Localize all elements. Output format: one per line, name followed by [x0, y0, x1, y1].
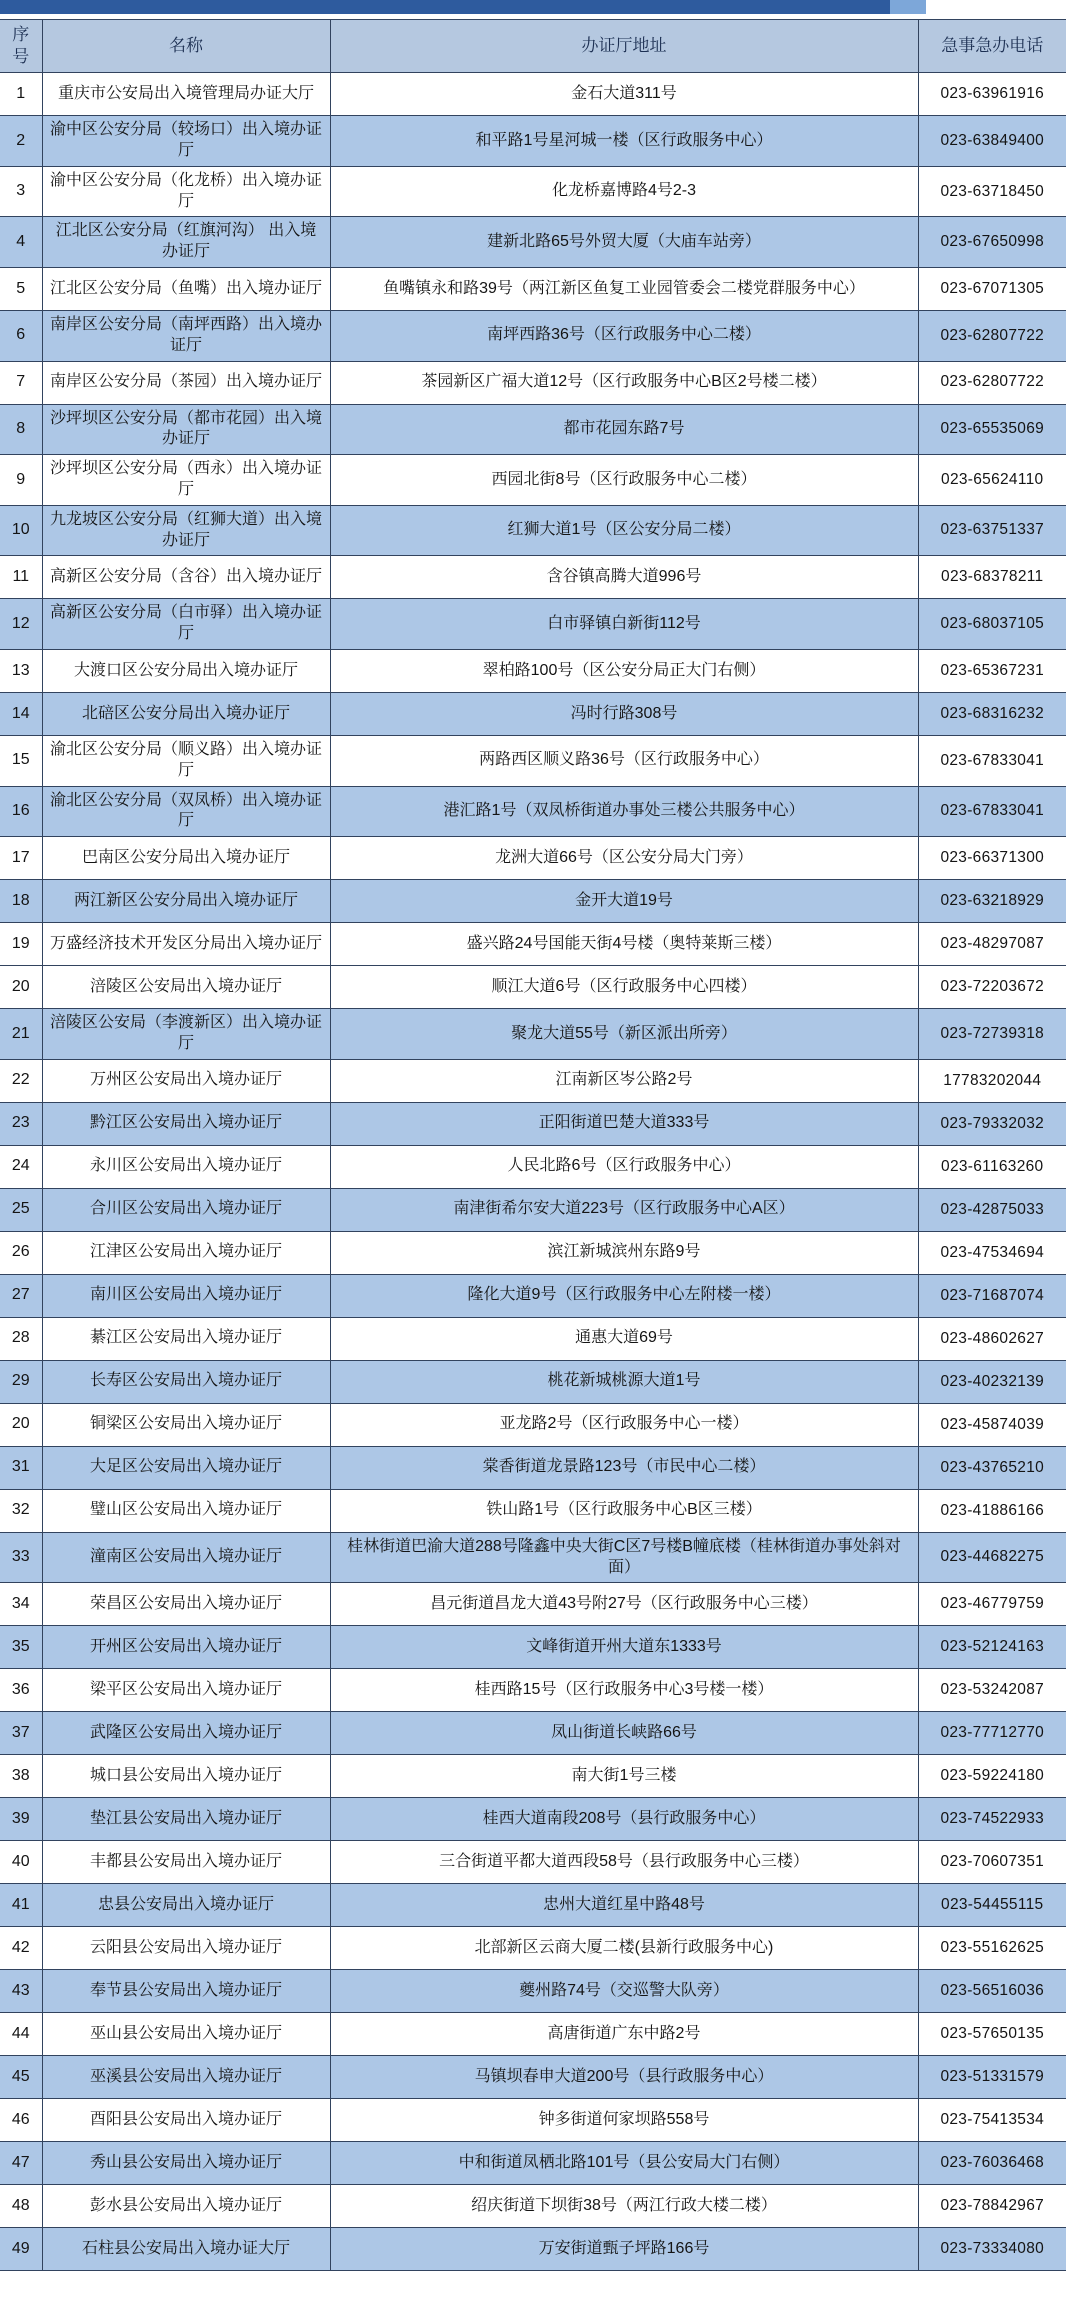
bottom-whitespace	[0, 2271, 1066, 2297]
cell-row-number: 1	[0, 73, 42, 116]
cell-office-address: 红狮大道1号（区公安分局二楼）	[330, 505, 918, 556]
cell-office-name: 长寿区公安局出入境办证厅	[42, 1360, 330, 1403]
cell-office-address: 文峰街道开州大道东1333号	[330, 1626, 918, 1669]
cell-row-number: 43	[0, 1970, 42, 2013]
cell-office-name: 云阳县公安局出入境办证厅	[42, 1927, 330, 1970]
cell-row-number: 9	[0, 455, 42, 506]
table-row	[0, 2142, 1066, 2185]
table-row	[0, 1755, 1066, 1798]
cell-row-number: 48	[0, 2185, 42, 2228]
cell-phone-number: 023-67833041	[918, 735, 1066, 786]
table-row	[0, 1532, 1066, 1583]
cell-row-number: 12	[0, 599, 42, 650]
cell-phone-number: 023-62807722	[918, 361, 1066, 404]
cell-phone-number: 023-57650135	[918, 2013, 1066, 2056]
cell-row-number: 38	[0, 1755, 42, 1798]
cell-phone-number: 023-66371300	[918, 837, 1066, 880]
cell-office-address: 忠州大道红星中路48号	[330, 1884, 918, 1927]
table-row	[0, 786, 1066, 837]
table-row	[0, 116, 1066, 167]
cell-office-name: 潼南区公安局出入境办证厅	[42, 1532, 330, 1583]
table-row	[0, 1884, 1066, 1927]
banner-light-segment	[890, 0, 926, 14]
cell-office-name: 北碚区公安分局出入境办证厅	[42, 692, 330, 735]
cell-phone-number: 023-67833041	[918, 786, 1066, 837]
cell-office-address: 南坪西路36号（区行政服务中心二楼）	[330, 310, 918, 361]
cell-phone-number: 023-72739318	[918, 1009, 1066, 1060]
table-row	[0, 966, 1066, 1009]
table-row	[0, 2056, 1066, 2099]
table-row	[0, 267, 1066, 310]
cell-row-number: 28	[0, 1317, 42, 1360]
cell-phone-number: 023-45874039	[918, 1403, 1066, 1446]
cell-office-address: 马镇坝春申大道200号（县行政服务中心）	[330, 2056, 918, 2099]
cell-office-name: 梁平区公安局出入境办证厅	[42, 1669, 330, 1712]
table-row	[0, 1188, 1066, 1231]
cell-row-number: 23	[0, 1102, 42, 1145]
cell-office-name: 江津区公安局出入境办证厅	[42, 1231, 330, 1274]
cell-office-name: 涪陵区公安局（李渡新区）出入境办证厅	[42, 1009, 330, 1060]
cell-office-address: 北部新区云商大厦二楼(县新行政服务中心)	[330, 1927, 918, 1970]
cell-phone-number: 023-63849400	[918, 116, 1066, 167]
cell-row-number: 15	[0, 735, 42, 786]
cell-office-name: 巫山县公安局出入境办证厅	[42, 2013, 330, 2056]
cell-office-address: 冯时行路308号	[330, 692, 918, 735]
cell-office-name: 大足区公安局出入境办证厅	[42, 1446, 330, 1489]
cell-phone-number: 023-68378211	[918, 556, 1066, 599]
table-row	[0, 1102, 1066, 1145]
cell-office-name: 垫江县公安局出入境办证厅	[42, 1798, 330, 1841]
cell-office-address: 建新北路65号外贸大厦（大庙车站旁）	[330, 217, 918, 268]
cell-phone-number: 023-63751337	[918, 505, 1066, 556]
cell-office-name: 九龙坡区公安分局（红狮大道）出入境办证厅	[42, 505, 330, 556]
cell-phone-number: 023-65535069	[918, 404, 1066, 455]
table-row	[0, 837, 1066, 880]
cell-phone-number: 023-78842967	[918, 2185, 1066, 2228]
cell-office-name: 万州区公安局出入境办证厅	[42, 1059, 330, 1102]
cell-row-number: 42	[0, 1927, 42, 1970]
top-banner	[0, 0, 1066, 14]
cell-office-name: 江北区公安分局（鱼嘴）出入境办证厅	[42, 267, 330, 310]
cell-phone-number: 023-44682275	[918, 1532, 1066, 1583]
table-row	[0, 1274, 1066, 1317]
cell-row-number: 27	[0, 1274, 42, 1317]
table-row	[0, 599, 1066, 650]
cell-office-address: 盛兴路24号国能天街4号楼（奥特莱斯三楼）	[330, 923, 918, 966]
table-row	[0, 1626, 1066, 1669]
table-row	[0, 404, 1066, 455]
cell-office-address: 龙洲大道66号（区公安分局大门旁）	[330, 837, 918, 880]
cell-office-address: 翠柏路100号（区公安分局正大门右侧）	[330, 649, 918, 692]
table-row	[0, 1145, 1066, 1188]
cell-office-name: 奉节县公安局出入境办证厅	[42, 1970, 330, 2013]
banner-dark-segment	[0, 0, 890, 14]
cell-phone-number: 023-68316232	[918, 692, 1066, 735]
cell-phone-number: 17783202044	[918, 1059, 1066, 1102]
cell-office-name: 开州区公安局出入境办证厅	[42, 1626, 330, 1669]
cell-office-name: 酉阳县公安局出入境办证厅	[42, 2099, 330, 2142]
cell-office-address: 含谷镇高腾大道996号	[330, 556, 918, 599]
cell-office-name: 彭水县公安局出入境办证厅	[42, 2185, 330, 2228]
cell-office-address: 铁山路1号（区行政服务中心B区三楼）	[330, 1489, 918, 1532]
cell-office-name: 忠县公安局出入境办证厅	[42, 1884, 330, 1927]
table-row	[0, 505, 1066, 556]
cell-office-address: 南大街1号三楼	[330, 1755, 918, 1798]
cell-office-address: 都市花园东路7号	[330, 404, 918, 455]
table-row	[0, 1317, 1066, 1360]
cell-office-name: 石柱县公安局出入境办证大厅	[42, 2228, 330, 2271]
cell-office-address: 白市驿镇白新街112号	[330, 599, 918, 650]
cell-office-address: 化龙桥嘉博路4号2-3	[330, 166, 918, 217]
cell-office-address: 通惠大道69号	[330, 1317, 918, 1360]
cell-office-name: 渝中区公安分局（较场口）出入境办证厅	[42, 116, 330, 167]
cell-office-name: 沙坪坝区公安分局（西永）出入境办证厅	[42, 455, 330, 506]
cell-phone-number: 023-70607351	[918, 1841, 1066, 1884]
table-row	[0, 1009, 1066, 1060]
table-row	[0, 1669, 1066, 1712]
cell-row-number: 41	[0, 1884, 42, 1927]
cell-phone-number: 023-76036468	[918, 2142, 1066, 2185]
office-table	[0, 19, 1066, 2271]
table-row	[0, 1841, 1066, 1884]
cell-office-address: 桂林街道巴渝大道288号隆鑫中央大街C区7号楼B幢底楼（桂林街道办事处斜对面）	[330, 1532, 918, 1583]
cell-phone-number: 023-65624110	[918, 455, 1066, 506]
cell-office-name: 綦江区公安局出入境办证厅	[42, 1317, 330, 1360]
cell-office-address: 隆化大道9号（区行政服务中心左附楼一楼）	[330, 1274, 918, 1317]
cell-phone-number: 023-51331579	[918, 2056, 1066, 2099]
cell-phone-number: 023-65367231	[918, 649, 1066, 692]
cell-row-number: 31	[0, 1446, 42, 1489]
cell-phone-number: 023-61163260	[918, 1145, 1066, 1188]
cell-phone-number: 023-75413534	[918, 2099, 1066, 2142]
cell-phone-number: 023-42875033	[918, 1188, 1066, 1231]
cell-office-address: 昌元街道昌龙大道43号附27号（区行政服务中心三楼）	[330, 1583, 918, 1626]
table-row	[0, 1712, 1066, 1755]
cell-phone-number: 023-71687074	[918, 1274, 1066, 1317]
cell-phone-number: 023-62807722	[918, 310, 1066, 361]
cell-row-number: 7	[0, 361, 42, 404]
cell-office-address: 棠香街道龙景路123号（市民中心二楼）	[330, 1446, 918, 1489]
cell-office-name: 江北区公安分局（红旗河沟） 出入境办证厅	[42, 217, 330, 268]
table-row	[0, 455, 1066, 506]
cell-phone-number: 023-46779759	[918, 1583, 1066, 1626]
table-body	[0, 73, 1066, 2271]
cell-row-number: 46	[0, 2099, 42, 2142]
cell-row-number: 39	[0, 1798, 42, 1841]
cell-row-number: 24	[0, 1145, 42, 1188]
cell-office-name: 巫溪县公安局出入境办证厅	[42, 2056, 330, 2099]
cell-phone-number: 023-73334080	[918, 2228, 1066, 2271]
cell-phone-number: 023-63718450	[918, 166, 1066, 217]
table-row	[0, 310, 1066, 361]
cell-office-name: 合川区公安局出入境办证厅	[42, 1188, 330, 1231]
cell-phone-number: 023-48297087	[918, 923, 1066, 966]
cell-office-name: 铜梁区公安局出入境办证厅	[42, 1403, 330, 1446]
cell-office-address: 金石大道311号	[330, 73, 918, 116]
cell-phone-number: 023-68037105	[918, 599, 1066, 650]
cell-office-address: 三合街道平都大道西段58号（县行政服务中心三楼）	[330, 1841, 918, 1884]
cell-office-address: 万安街道甄子坪路166号	[330, 2228, 918, 2271]
cell-office-address: 滨江新城滨州东路9号	[330, 1231, 918, 1274]
cell-office-address: 绍庆街道下坝街38号（两江行政大楼二楼）	[330, 2185, 918, 2228]
cell-phone-number: 023-79332032	[918, 1102, 1066, 1145]
table-header-row	[0, 20, 1066, 73]
cell-office-address: 聚龙大道55号（新区派出所旁）	[330, 1009, 918, 1060]
cell-office-address: 西园北街8号（区行政服务中心二楼）	[330, 455, 918, 506]
cell-row-number: 19	[0, 923, 42, 966]
table-row	[0, 1798, 1066, 1841]
cell-office-address: 正阳街道巴楚大道333号	[330, 1102, 918, 1145]
cell-row-number: 37	[0, 1712, 42, 1755]
cell-office-address: 港汇路1号（双凤桥街道办事处三楼公共服务中心）	[330, 786, 918, 837]
cell-office-name: 高新区公安分局（含谷）出入境办证厅	[42, 556, 330, 599]
cell-office-address: 桂西路15号（区行政服务中心3号楼一楼）	[330, 1669, 918, 1712]
cell-office-address: 人民北路6号（区行政服务中心）	[330, 1145, 918, 1188]
cell-row-number: 25	[0, 1188, 42, 1231]
cell-office-name: 南川区公安局出入境办证厅	[42, 1274, 330, 1317]
cell-row-number: 35	[0, 1626, 42, 1669]
table-row	[0, 2099, 1066, 2142]
table-row	[0, 1489, 1066, 1532]
cell-row-number: 14	[0, 692, 42, 735]
table-row	[0, 2013, 1066, 2056]
cell-office-name: 荣昌区公安局出入境办证厅	[42, 1583, 330, 1626]
table-row	[0, 1059, 1066, 1102]
cell-office-address: 钟多街道何家坝路558号	[330, 2099, 918, 2142]
table-row	[0, 2185, 1066, 2228]
cell-phone-number: 023-74522933	[918, 1798, 1066, 1841]
cell-office-name: 璧山区公安局出入境办证厅	[42, 1489, 330, 1532]
cell-row-number: 22	[0, 1059, 42, 1102]
cell-office-address: 亚龙路2号（区行政服务中心一楼）	[330, 1403, 918, 1446]
cell-row-number: 6	[0, 310, 42, 361]
table-row	[0, 880, 1066, 923]
cell-row-number: 3	[0, 166, 42, 217]
table-row	[0, 166, 1066, 217]
cell-office-address: 和平路1号星河城一楼（区行政服务中心）	[330, 116, 918, 167]
cell-office-name: 永川区公安局出入境办证厅	[42, 1145, 330, 1188]
table-row	[0, 1583, 1066, 1626]
table-row	[0, 692, 1066, 735]
table-row	[0, 923, 1066, 966]
cell-row-number: 8	[0, 404, 42, 455]
table-row	[0, 649, 1066, 692]
table-row	[0, 217, 1066, 268]
cell-office-name: 黔江区公安局出入境办证厅	[42, 1102, 330, 1145]
cell-office-address: 桂西大道南段208号（县行政服务中心）	[330, 1798, 918, 1841]
cell-phone-number: 023-56516036	[918, 1970, 1066, 2013]
cell-office-address: 江南新区岑公路2号	[330, 1059, 918, 1102]
cell-office-address: 茶园新区广福大道12号（区行政服务中心B区2号楼二楼）	[330, 361, 918, 404]
cell-row-number: 20	[0, 1403, 42, 1446]
table-row	[0, 1446, 1066, 1489]
cell-phone-number: 023-67650998	[918, 217, 1066, 268]
table-row	[0, 361, 1066, 404]
cell-office-name: 高新区公安分局（白市驿）出入境办证厅	[42, 599, 330, 650]
cell-office-address: 金开大道19号	[330, 880, 918, 923]
table-row	[0, 1970, 1066, 2013]
cell-office-name: 万盛经济技术开发区分局出入境办证厅	[42, 923, 330, 966]
cell-phone-number: 023-40232139	[918, 1360, 1066, 1403]
column-header-name: 名称	[42, 20, 330, 73]
cell-office-address: 南津街希尔安大道223号（区行政服务中心A区）	[330, 1188, 918, 1231]
cell-office-name: 沙坪坝区公安分局（都市花园）出入境办证厅	[42, 404, 330, 455]
cell-office-name: 南岸区公安分局（南坪西路）出入境办证厅	[42, 310, 330, 361]
cell-phone-number: 023-55162625	[918, 1927, 1066, 1970]
cell-phone-number: 023-47534694	[918, 1231, 1066, 1274]
cell-row-number: 26	[0, 1231, 42, 1274]
cell-row-number: 4	[0, 217, 42, 268]
cell-row-number: 2	[0, 116, 42, 167]
cell-office-address: 顺江大道6号（区行政服务中心四楼）	[330, 966, 918, 1009]
cell-office-name: 巴南区公安分局出入境办证厅	[42, 837, 330, 880]
cell-row-number: 32	[0, 1489, 42, 1532]
cell-row-number: 36	[0, 1669, 42, 1712]
column-header-phone: 急事急办电话	[918, 20, 1066, 73]
table-row	[0, 1360, 1066, 1403]
table-row	[0, 1231, 1066, 1274]
cell-office-name: 渝中区公安分局（化龙桥）出入境办证厅	[42, 166, 330, 217]
cell-office-address: 凤山街道长峡路66号	[330, 1712, 918, 1755]
cell-phone-number: 023-59224180	[918, 1755, 1066, 1798]
cell-office-name: 武隆区公安局出入境办证厅	[42, 1712, 330, 1755]
cell-phone-number: 023-54455115	[918, 1884, 1066, 1927]
table-row	[0, 735, 1066, 786]
cell-phone-number: 023-67071305	[918, 267, 1066, 310]
cell-office-name: 大渡口区公安分局出入境办证厅	[42, 649, 330, 692]
cell-row-number: 18	[0, 880, 42, 923]
table-row	[0, 1927, 1066, 1970]
cell-phone-number: 023-48602627	[918, 1317, 1066, 1360]
cell-phone-number: 023-77712770	[918, 1712, 1066, 1755]
cell-phone-number: 023-72203672	[918, 966, 1066, 1009]
cell-office-address: 夔州路74号（交巡警大队旁）	[330, 1970, 918, 2013]
column-header-no: 序号	[0, 20, 42, 73]
cell-row-number: 47	[0, 2142, 42, 2185]
cell-row-number: 33	[0, 1532, 42, 1583]
cell-row-number: 10	[0, 505, 42, 556]
column-header-address: 办证厅地址	[330, 20, 918, 73]
cell-phone-number: 023-63961916	[918, 73, 1066, 116]
cell-row-number: 49	[0, 2228, 42, 2271]
cell-office-name: 南岸区公安分局（茶园）出入境办证厅	[42, 361, 330, 404]
cell-row-number: 34	[0, 1583, 42, 1626]
cell-row-number: 20	[0, 966, 42, 1009]
cell-office-name: 秀山县公安局出入境办证厅	[42, 2142, 330, 2185]
cell-phone-number: 023-63218929	[918, 880, 1066, 923]
cell-row-number: 13	[0, 649, 42, 692]
table-row	[0, 2228, 1066, 2271]
cell-row-number: 5	[0, 267, 42, 310]
cell-office-address: 两路西区顺义路36号（区行政服务中心）	[330, 735, 918, 786]
cell-office-address: 鱼嘴镇永和路39号（两江新区鱼复工业园管委会二楼党群服务中心）	[330, 267, 918, 310]
cell-office-address: 中和街道凤栖北路101号（县公安局大门右侧）	[330, 2142, 918, 2185]
cell-office-name: 丰都县公安局出入境办证厅	[42, 1841, 330, 1884]
cell-office-address: 高唐街道广东中路2号	[330, 2013, 918, 2056]
cell-row-number: 17	[0, 837, 42, 880]
cell-office-name: 涪陵区公安局出入境办证厅	[42, 966, 330, 1009]
cell-office-name: 两江新区公安分局出入境办证厅	[42, 880, 330, 923]
cell-phone-number: 023-43765210	[918, 1446, 1066, 1489]
cell-phone-number: 023-52124163	[918, 1626, 1066, 1669]
cell-office-name: 渝北区公安分局（双凤桥）出入境办证厅	[42, 786, 330, 837]
cell-office-address: 桃花新城桃源大道1号	[330, 1360, 918, 1403]
cell-row-number: 45	[0, 2056, 42, 2099]
cell-office-name: 渝北区公安分局（顺义路）出入境办证厅	[42, 735, 330, 786]
cell-office-name: 重庆市公安局出入境管理局办证大厅	[42, 73, 330, 116]
cell-row-number: 16	[0, 786, 42, 837]
cell-row-number: 11	[0, 556, 42, 599]
cell-row-number: 21	[0, 1009, 42, 1060]
cell-office-name: 城口县公安局出入境办证厅	[42, 1755, 330, 1798]
cell-row-number: 40	[0, 1841, 42, 1884]
table-row	[0, 556, 1066, 599]
table-row	[0, 1403, 1066, 1446]
table-row	[0, 73, 1066, 116]
cell-row-number: 29	[0, 1360, 42, 1403]
cell-row-number: 44	[0, 2013, 42, 2056]
cell-phone-number: 023-41886166	[918, 1489, 1066, 1532]
cell-phone-number: 023-53242087	[918, 1669, 1066, 1712]
